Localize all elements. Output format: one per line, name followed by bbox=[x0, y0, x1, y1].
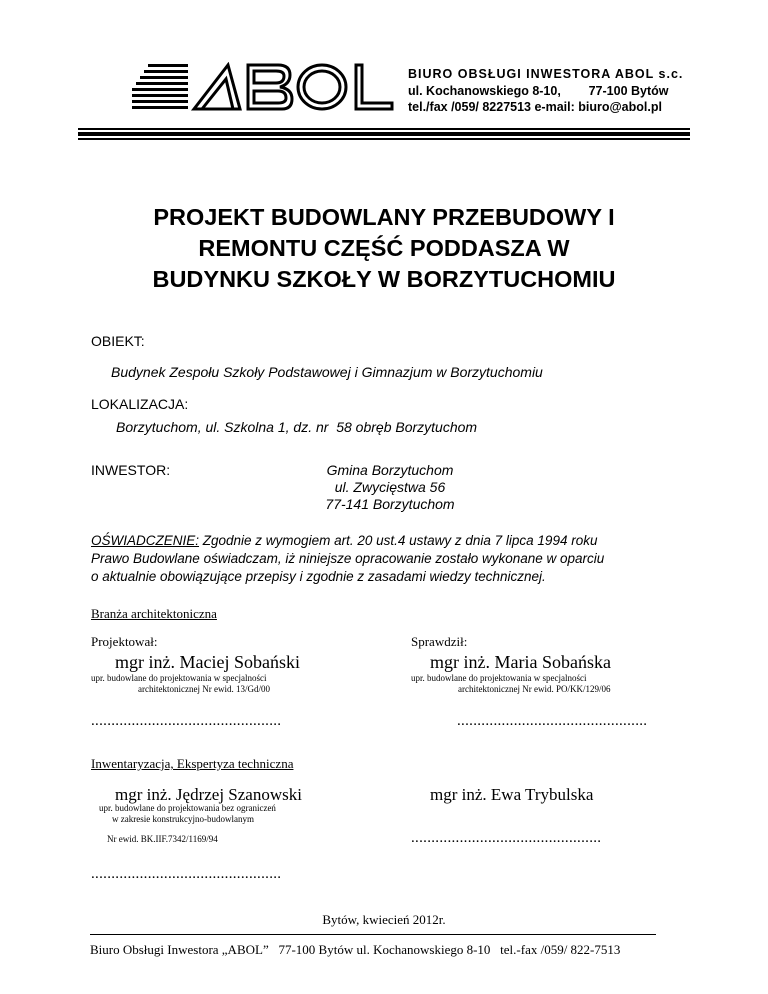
object-label: OBIEKT: bbox=[91, 333, 145, 349]
location-label: LOKALIZACJA: bbox=[91, 396, 189, 412]
title-line-3: BUDYNKU SZKOŁY W BORZYTUCHOMIU bbox=[152, 266, 616, 292]
declaration-line-3: o aktualnie obowiązujące przepisy i zgodnie z zasadami wiedzy technicznej. bbox=[91, 569, 546, 584]
investor-line-2: ul. Zwycięstwa 56 bbox=[334, 479, 446, 495]
object-value: Budynek Zespołu Szkoły Podstawowej i Gimnazjum w Borzytuchomiu bbox=[111, 364, 543, 380]
designer-name: mgr inż. Maciej Sobański bbox=[115, 652, 300, 672]
designer-license-1: upr. budowlane do projektowania w specjalności bbox=[91, 673, 267, 683]
investor-line-1: Gmina Borzytuchom bbox=[326, 462, 454, 478]
abol-logo bbox=[132, 62, 394, 112]
footer-text: Biuro Obsługi Inwestora „ABOL” 77-100 Bytów ul. Kochanowskiego 8-10 tel.-fax /059/ 822-7513 bbox=[90, 942, 621, 957]
designer-signature-line: ............................................... bbox=[91, 713, 282, 729]
header-rule-bottom bbox=[78, 138, 690, 140]
checker-name: mgr inż. Maria Sobańska bbox=[430, 652, 611, 672]
declaration-label: OŚWIADCZENIE: bbox=[91, 533, 200, 548]
company-info bbox=[408, 66, 708, 116]
investor-value bbox=[300, 462, 480, 513]
checker-license-2: architektonicznej Nr ewid. PO/KK/129/06 bbox=[458, 684, 611, 694]
title-line-1: PROJEKT BUDOWLANY PRZEBUDOWY I bbox=[153, 204, 615, 230]
inventory-license-1: upr. budowlane do projektowania bez ograniczeń bbox=[99, 803, 276, 813]
inventory-name-2: mgr inż. Ewa Trybulska bbox=[430, 785, 594, 804]
title-line-2: REMONTU CZĘŚĆ PODDASZA W bbox=[198, 235, 570, 261]
place-date: Bytów, kwiecień 2012r. bbox=[322, 912, 446, 927]
architecture-section-label: Branża architektoniczna bbox=[91, 606, 217, 621]
inventory-license-3: Nr ewid. BK.IIF.7342/1169/94 bbox=[107, 834, 218, 844]
location-value: Borzytuchom, ul. Szkolna 1, dz. nr 58 obręb Borzytuchom bbox=[116, 419, 478, 435]
investor-label: INWESTOR: bbox=[91, 462, 171, 478]
checker-signature-line: ............................................... bbox=[457, 713, 648, 729]
company-address: ul. Kochanowskiego 8-10, 77-100 Bytów bbox=[408, 83, 669, 98]
declaration-line-2: Prawo Budowlane oświadczam, iż niniejsze opracowanie zostało wykonane w oparciu bbox=[91, 551, 605, 566]
company-contact: tel./fax /059/ 8227513 e-mail: biuro@abol.pl bbox=[408, 100, 662, 114]
company-name: BIURO OBSŁUGI INWESTORA ABOL s.c. bbox=[408, 67, 684, 81]
header-rule-top bbox=[78, 128, 690, 130]
declaration bbox=[91, 532, 691, 586]
inventory-signature-line-2: ............................................... bbox=[411, 830, 602, 846]
inventory-license-2: w zakresie konstrukcyjno-budowlanym bbox=[112, 814, 254, 824]
declaration-line-1: Zgodnie z wymogiem art. 20 ust.4 ustawy z dnia 7 lipca 1994 roku bbox=[199, 533, 598, 548]
inventory-name-1: mgr inż. Jędrzej Szanowski bbox=[115, 785, 302, 804]
header-rule-thick bbox=[78, 132, 690, 136]
designed-label: Projektował: bbox=[91, 634, 158, 649]
document-title bbox=[60, 202, 708, 295]
investor-line-3: 77-141 Borzytuchom bbox=[325, 496, 455, 512]
inventory-section-label: Inwentaryzacja, Ekspertyza techniczna bbox=[91, 756, 294, 771]
inventory-signature-line-1: ............................................... bbox=[91, 866, 282, 882]
designer-license-2: architektonicznej Nr ewid. 13/Gd/00 bbox=[138, 684, 270, 694]
footer-rule bbox=[90, 934, 656, 935]
checker-license-1: upr. budowlane do projektowania w specjalności bbox=[411, 673, 587, 683]
checked-label: Sprawdził: bbox=[411, 634, 468, 649]
